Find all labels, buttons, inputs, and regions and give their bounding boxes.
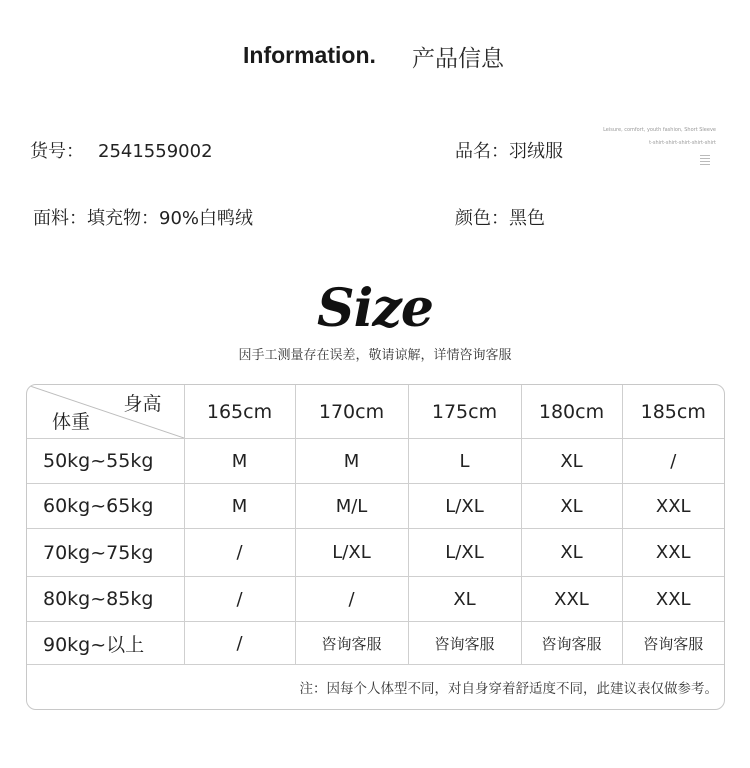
measurement-note: 因手工测量存在误差，敬请谅解，详情咨询客服 <box>238 348 512 363</box>
size-cell: / <box>295 577 408 622</box>
footnote-row <box>27 665 724 710</box>
table-footnote: 注：因每个人体型不同，对自身穿着舒适度不同，此建议表仅做参考。 <box>27 665 724 710</box>
table-row <box>27 529 724 577</box>
size-cell: / <box>622 439 724 484</box>
material-label: 面料： <box>33 208 87 229</box>
table-row <box>27 577 724 622</box>
size-cell: / <box>184 577 295 622</box>
material-field <box>33 204 253 230</box>
product-name-label: 品名： <box>455 141 509 162</box>
weight-label: 90kg~以上 <box>27 622 184 665</box>
info-header <box>0 38 750 74</box>
height-header: 165cm <box>184 385 295 439</box>
size-cell: XXL <box>622 529 724 577</box>
corner-height-label: 身高 <box>123 393 162 415</box>
size-cell: L/XL <box>408 484 521 529</box>
size-cell: XXL <box>622 577 724 622</box>
title-english: Information. <box>243 42 376 68</box>
table-row <box>27 439 724 484</box>
material-value: 填充物：90%白鸭绒 <box>87 208 254 229</box>
table-corner-cell <box>27 385 184 439</box>
size-cell: 咨询客服 <box>521 622 622 665</box>
size-cell: M/L <box>295 484 408 529</box>
size-cell: XL <box>521 484 622 529</box>
weight-label: 60kg~65kg <box>27 484 184 529</box>
size-cell: / <box>184 622 295 665</box>
weight-label: 50kg~55kg <box>27 439 184 484</box>
size-cell: 咨询客服 <box>622 622 724 665</box>
size-heading: Size <box>317 278 433 339</box>
decorative-tagline: Leisure, comfort, youth fashion, Short Sleeve t-shirt-shirt-shirt-shirt-shirt <box>603 127 716 146</box>
title-chinese: 产品信息 <box>412 46 504 72</box>
product-code-label: 货号： <box>30 141 84 162</box>
height-header: 175cm <box>408 385 521 439</box>
size-cell: XL <box>521 439 622 484</box>
size-cell: L/XL <box>408 529 521 577</box>
weight-label: 70kg~75kg <box>27 529 184 577</box>
size-cell: / <box>184 529 295 577</box>
color-value: 黑色 <box>509 208 545 229</box>
color-label: 颜色： <box>455 208 509 229</box>
size-cell: XL <box>408 577 521 622</box>
product-code-field <box>30 137 213 163</box>
size-cell: L <box>408 439 521 484</box>
table-row <box>27 484 724 529</box>
size-cell: 咨询客服 <box>295 622 408 665</box>
table-row <box>27 622 724 665</box>
height-header: 170cm <box>295 385 408 439</box>
size-cell: L/XL <box>295 529 408 577</box>
size-chart-table <box>26 384 725 710</box>
list-icon <box>700 155 710 167</box>
size-cell: M <box>295 439 408 484</box>
product-name-field <box>455 137 563 163</box>
color-field <box>455 204 545 230</box>
height-header-row <box>27 385 724 439</box>
size-cell: XL <box>521 529 622 577</box>
product-name-value: 羽绒服 <box>509 141 563 162</box>
height-header: 185cm <box>622 385 724 439</box>
size-cell: XXL <box>521 577 622 622</box>
corner-weight-label: 体重 <box>52 411 91 433</box>
size-cell: M <box>184 484 295 529</box>
height-header: 180cm <box>521 385 622 439</box>
weight-label: 80kg~85kg <box>27 577 184 622</box>
size-cell: XXL <box>622 484 724 529</box>
product-code-value: 2541559002 <box>98 141 213 162</box>
size-cell: 咨询客服 <box>408 622 521 665</box>
size-cell: M <box>184 439 295 484</box>
